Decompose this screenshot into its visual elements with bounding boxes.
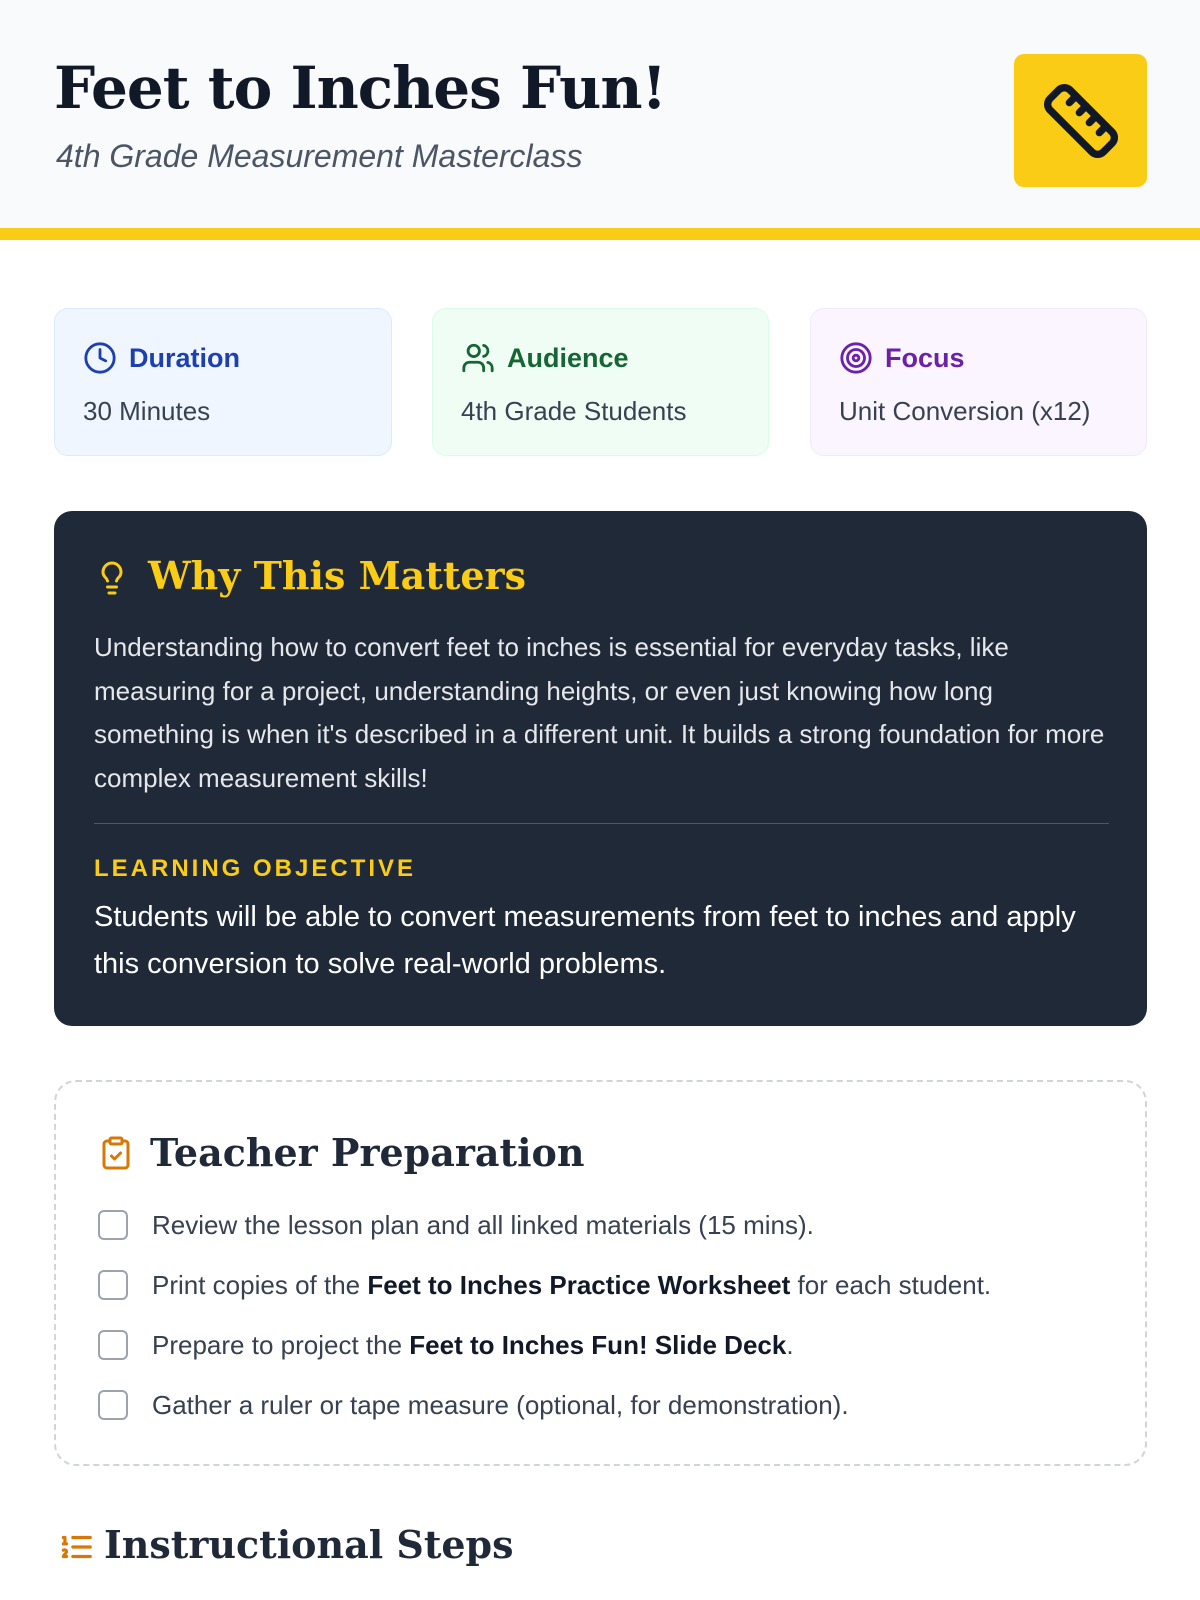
- task-checkbox[interactable]: [98, 1390, 128, 1420]
- page-title: Feet to Inches Fun!: [54, 54, 666, 122]
- why-title: Why This Matters: [148, 553, 526, 598]
- focus-value: Unit Conversion (x12): [839, 396, 1091, 426]
- focus-label: Focus: [885, 343, 965, 373]
- prep-task: [98, 1266, 1108, 1306]
- target-icon: [839, 341, 873, 375]
- audience-value: 4th Grade Students: [461, 396, 687, 426]
- instructional-steps-heading: Instructional Steps: [104, 1522, 514, 1567]
- focus-card: [810, 308, 1147, 456]
- task-label: Gather a ruler or tape measure (optional, for demonstration).: [152, 1390, 849, 1420]
- clipboard-check-icon: [98, 1132, 134, 1174]
- why-body: Understanding how to convert feet to inches is essential for everyday tasks, like measuring for a project, understanding heights, or even just knowing how long something is when it's described in a different unit. It builds a strong foundation for more complex measurement skills!: [94, 632, 1105, 793]
- task-label: Review the lesson plan and all linked materials (15 mins).: [152, 1210, 814, 1240]
- prep-task: [98, 1386, 1108, 1426]
- task-label: Prepare to project the Feet to Inches Fun! Slide Deck.: [152, 1330, 794, 1360]
- teacher-preparation-card: [54, 1080, 1147, 1466]
- duration-card: [54, 308, 392, 456]
- duration-value: 30 Minutes: [83, 396, 211, 426]
- page-subtitle: 4th Grade Measurement Masterclass: [56, 138, 583, 174]
- prep-title: Teacher Preparation: [150, 1130, 585, 1175]
- divider: [94, 823, 1109, 824]
- logo-badge: [1014, 54, 1147, 187]
- numbered-list-icon: [56, 1528, 96, 1566]
- task-label: Print copies of the Feet to Inches Practice Worksheet for each student.: [152, 1270, 992, 1300]
- task-checkbox[interactable]: [98, 1330, 128, 1360]
- objective-label: LEARNING OBJECTIVE: [94, 855, 417, 882]
- audience-label: Audience: [507, 343, 629, 373]
- task-checkbox[interactable]: [98, 1270, 128, 1300]
- ruler-icon: [1041, 81, 1121, 161]
- clock-icon: [83, 341, 117, 375]
- lightbulb-icon: [94, 557, 130, 599]
- users-icon: [461, 341, 495, 375]
- audience-card: [432, 308, 769, 456]
- duration-label: Duration: [129, 343, 240, 373]
- page-header: [0, 0, 1200, 240]
- task-checkbox[interactable]: [98, 1210, 128, 1240]
- prep-task: [98, 1206, 1108, 1246]
- objective-text: Students will be able to convert measurements from feet to inches and apply this conversion to solve real-world problems.: [94, 901, 1076, 980]
- prep-task: [98, 1326, 1108, 1366]
- why-this-matters-card: [54, 511, 1147, 1026]
